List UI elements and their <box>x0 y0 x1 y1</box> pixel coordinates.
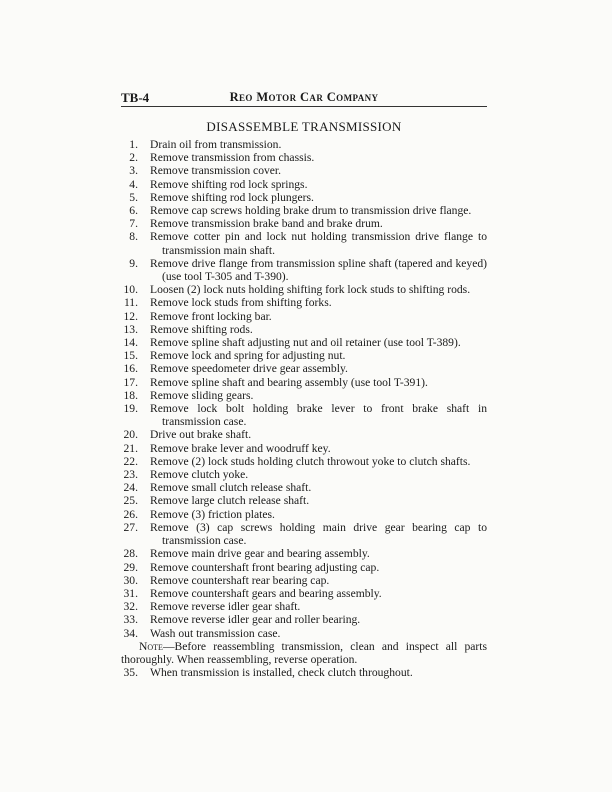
step-number: 24. <box>123 481 138 495</box>
step-item <box>121 574 487 587</box>
step-number: 20. <box>123 428 138 442</box>
step-item <box>121 164 487 177</box>
step-number: 15. <box>123 349 138 363</box>
step-number: 30. <box>123 573 138 587</box>
section-title: DISASSEMBLE TRANSMISSION <box>206 119 402 134</box>
steps-list <box>121 138 487 679</box>
step-text: Remove transmission from chassis. <box>150 151 315 165</box>
step-item <box>121 362 487 375</box>
step-text: When transmission is installed, check clutch throughout. <box>150 666 413 680</box>
step-number: 13. <box>123 322 138 336</box>
step-text: Remove transmission cover. <box>150 164 282 178</box>
step-number: 5. <box>129 190 138 204</box>
step-text: Remove drive flange from transmission spline shaft (tapered and keyed) (use tool T-305 and T-390). <box>150 256 487 284</box>
step-number: 10. <box>123 283 138 297</box>
step-number: 12. <box>123 309 138 323</box>
step-item <box>121 547 487 560</box>
step-number: 32. <box>123 600 138 614</box>
step-number: 14. <box>123 336 138 350</box>
step-item <box>121 138 487 151</box>
step-text: Remove brake lever and woodruff key. <box>150 441 331 455</box>
note-text: —Before reassembling transmission, clean and inspect all parts thoroughly. When reassembling, reverse operation. <box>121 639 487 666</box>
step-item <box>121 336 487 349</box>
step-text: Remove cap screws holding brake drum to transmission drive flange. <box>150 204 472 218</box>
step-text: Remove lock studs from shifting forks. <box>150 296 332 310</box>
step-item <box>121 310 487 323</box>
step-item <box>121 600 487 613</box>
step-text: Remove small clutch release shaft. <box>150 481 312 495</box>
step-text: Remove front locking bar. <box>150 309 272 323</box>
running-header <box>121 90 487 107</box>
step-text: Remove sliding gears. <box>150 388 254 402</box>
step-number: 3. <box>129 164 138 178</box>
step-item <box>121 151 487 164</box>
step-item <box>121 323 487 336</box>
step-item <box>121 627 487 640</box>
step-item <box>121 217 487 230</box>
step-text: Remove (3) cap screws holding main drive gear bearing cap to transmission case. <box>150 520 487 548</box>
page-id: TB-4 <box>121 90 150 105</box>
step-number: 7. <box>129 217 138 231</box>
step-item <box>121 230 487 256</box>
step-number: 9. <box>129 256 138 270</box>
step-number: 11. <box>123 296 138 310</box>
step-item <box>121 283 487 296</box>
step-item <box>121 204 487 217</box>
step-item <box>121 587 487 600</box>
step-item <box>121 481 487 494</box>
step-number: 23. <box>123 468 138 482</box>
step-text: Remove transmission brake band and brake drum. <box>150 217 383 231</box>
step-item <box>121 494 487 507</box>
step-item <box>121 257 487 283</box>
step-number: 33. <box>123 613 138 627</box>
step-number: 22. <box>123 454 138 468</box>
step-item <box>121 428 487 441</box>
step-text: Drive out brake shaft. <box>150 428 252 442</box>
step-text: Remove lock bolt holding brake lever to front brake shaft in transmission case. <box>150 402 487 429</box>
step-number: 17. <box>123 375 138 389</box>
step-item <box>121 389 487 402</box>
step-text: Remove speedometer drive gear assembly. <box>150 362 348 376</box>
step-text: Remove reverse idler gear shaft. <box>150 600 301 614</box>
step-number: 1. <box>129 138 138 151</box>
step-text: Remove countershaft gears and bearing assembly. <box>150 586 382 600</box>
step-text: Remove cotter pin and lock nut holding transmission drive flange to transmission main shaft. <box>150 230 487 257</box>
step-text: Remove (3) friction plates. <box>150 507 275 521</box>
step-number: 19. <box>123 402 138 416</box>
step-text: Remove large clutch release shaft. <box>150 494 310 508</box>
note-label: Note <box>139 639 163 653</box>
step-number: 4. <box>129 177 138 191</box>
step-number: 18. <box>123 388 138 402</box>
step-number: 16. <box>123 362 138 376</box>
step-text: Remove countershaft front bearing adjusting cap. <box>150 560 380 574</box>
step-item <box>121 468 487 481</box>
step-text: Remove shifting rod lock springs. <box>150 177 308 191</box>
company-name: Reo Motor Car Company <box>229 90 379 104</box>
step-item <box>121 191 487 204</box>
step-text: Remove (2) lock studs holding clutch throwout yoke to clutch shafts. <box>150 454 471 468</box>
step-text: Remove shifting rod lock plungers. <box>150 190 314 204</box>
step-number: 25. <box>123 494 138 508</box>
step-item <box>121 455 487 468</box>
step-text: Remove spline shaft adjusting nut and oil retainer (use tool T-389). <box>150 336 461 350</box>
step-item <box>121 376 487 389</box>
step-number: 28. <box>123 547 138 561</box>
step-number: 2. <box>129 151 138 165</box>
step-item <box>121 402 487 428</box>
step-item <box>121 561 487 574</box>
step-item <box>121 178 487 191</box>
step-number: 26. <box>123 507 138 521</box>
step-text: Remove reverse idler gear and roller bearing. <box>150 613 361 627</box>
step-item <box>121 666 487 679</box>
step-item <box>121 349 487 362</box>
step-item <box>121 296 487 309</box>
step-number: 35. <box>123 666 138 680</box>
step-text: Drain oil from transmission. <box>150 138 282 151</box>
step-number: 8. <box>129 230 138 244</box>
step-item <box>121 613 487 626</box>
step-number: 21. <box>123 441 138 455</box>
note-paragraph <box>121 640 487 666</box>
step-number: 34. <box>123 626 138 640</box>
step-number: 6. <box>129 204 138 218</box>
step-number: 29. <box>123 560 138 574</box>
step-item <box>121 442 487 455</box>
step-item <box>121 521 487 547</box>
step-text: Remove clutch yoke. <box>150 468 249 482</box>
step-text: Loosen (2) lock nuts holding shifting fork lock studs to shifting rods. <box>150 283 471 297</box>
step-number: 31. <box>123 586 138 600</box>
step-text: Remove countershaft rear bearing cap. <box>150 573 330 587</box>
step-text: Remove main drive gear and bearing assembly. <box>150 547 370 561</box>
step-text: Wash out transmission case. <box>150 626 281 640</box>
step-text: Remove spline shaft and bearing assembly (use tool T-391). <box>150 375 428 389</box>
step-number: 27. <box>123 520 138 534</box>
step-item <box>121 508 487 521</box>
step-text: Remove shifting rods. <box>150 322 253 336</box>
step-text: Remove lock and spring for adjusting nut. <box>150 349 346 363</box>
